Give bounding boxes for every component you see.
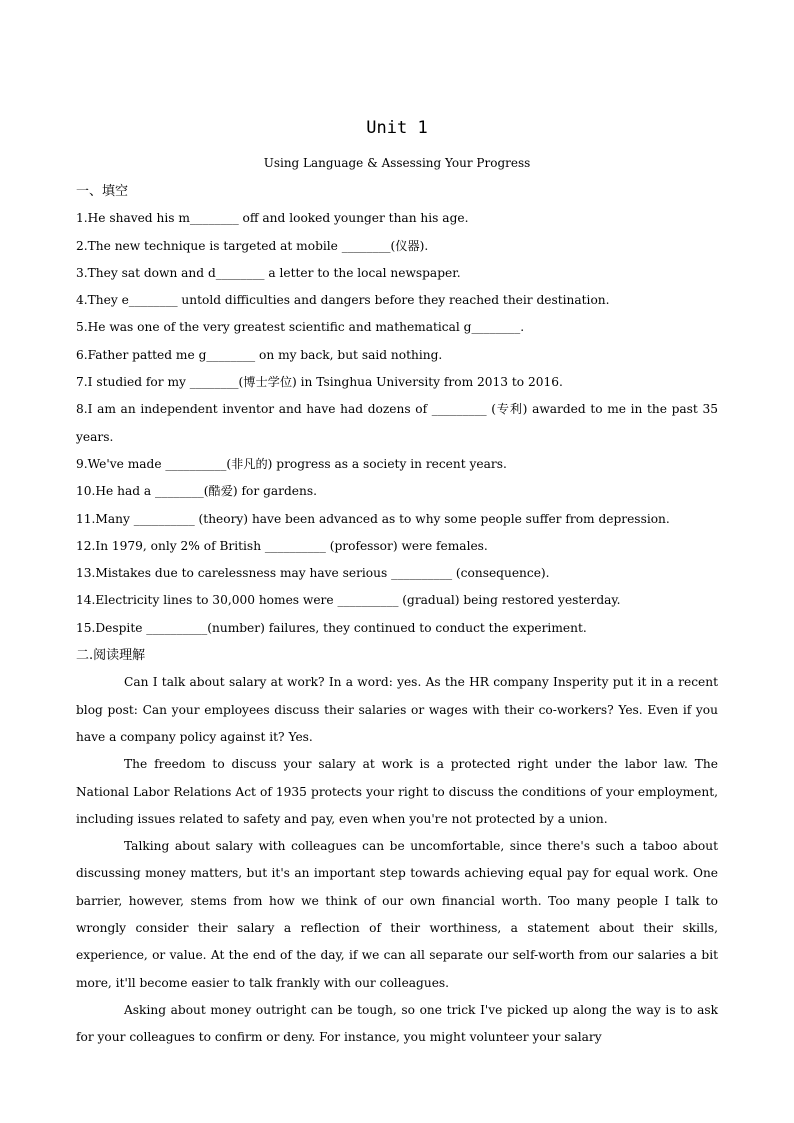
fill-blank-item: 4.They e________ untold difficulties and dangers before they reached their destination. <box>76 293 610 308</box>
fill-blank-item: 15.Despite __________(number) failures, they continued to conduct the experiment. <box>76 620 587 635</box>
fill-blank-item: 2.The new technique is targeted at mobile ________(仪器). <box>76 238 429 253</box>
fill-blank-item: 11.Many __________ (theory) have been advanced as to why some people suffer from depression. <box>76 511 670 526</box>
fill-blank-item: 3.They sat down and d________ a letter to the local newspaper. <box>76 265 461 280</box>
reading-paragraph: Asking about money outright can be tough, so one trick I've picked up along the way is to ask for your colleagues to confirm or deny. For instance, you might volunteer your salary <box>76 1002 718 1045</box>
fill-blank-item: 8.I am an independent inventor and have had dozens of _________ (专利) awarded to me in the past 35 years. <box>76 402 718 444</box>
fill-blank-item: 5.He was one of the very greatest scientific and mathematical g________. <box>76 320 525 335</box>
unit-subtitle: Using Language & Assessing Your Progress <box>263 156 531 170</box>
section-heading-reading: 二.阅读理解 <box>76 648 146 664</box>
fill-blank-item: 14.Electricity lines to 30,000 homes were __________ (gradual) being restored yesterday. <box>76 593 621 608</box>
reading-paragraph: The freedom to discuss your salary at work is a protected right under the labor law. The National Labor Relations Act of 1935 protects your right to discuss the conditions of your employment, including issues related to safety and pay, even when you're not protected by a union. <box>76 757 718 826</box>
document-body <box>76 178 718 1052</box>
section-heading-fill-blanks: 一、填空 <box>76 184 129 199</box>
unit-title: Unit 1 <box>366 118 428 138</box>
fill-blank-item: 9.We've made __________(非凡的) progress as a society in recent years. <box>76 456 507 471</box>
fill-blank-item: 1.He shaved his m________ off and looked younger than his age. <box>76 211 469 226</box>
fill-blank-item: 12.In 1979, only 2% of British __________ (professor) were females. <box>76 538 488 553</box>
fill-blank-item: 13.Mistakes due to carelessness may have serious __________ (consequence). <box>76 566 550 581</box>
reading-paragraph: Talking about salary with colleagues can be uncomfortable, since there's such a taboo about discussing money matters, but it's an important step towards achieving equal pay for equal work. One barrier, however, stems from how we think of our own financial worth. Too many people I talk to wrongly consider their salary a reflection of their worthiness, a statement about their skills, experience, or value. At the end of the day, if we can all separate our self-worth from our salaries a bit more, it'll become easier to talk frankly with our colleagues. <box>76 839 718 990</box>
fill-blank-item: 6.Father patted me g________ on my back, but said nothing. <box>76 347 443 362</box>
fill-blank-item: 10.He had a ________(酷爱) for gardens. <box>76 484 317 499</box>
reading-paragraph: Can I talk about salary at work? In a word: yes. As the HR company Insperity put it in a recent blog post: Can your employees discuss their salaries or wages with their co-workers? Yes. Even if you have a company policy against it? Yes. <box>76 675 718 744</box>
fill-blank-item: 7.I studied for my ________(博士学位) in Tsinghua University from 2013 to 2016. <box>76 375 563 390</box>
